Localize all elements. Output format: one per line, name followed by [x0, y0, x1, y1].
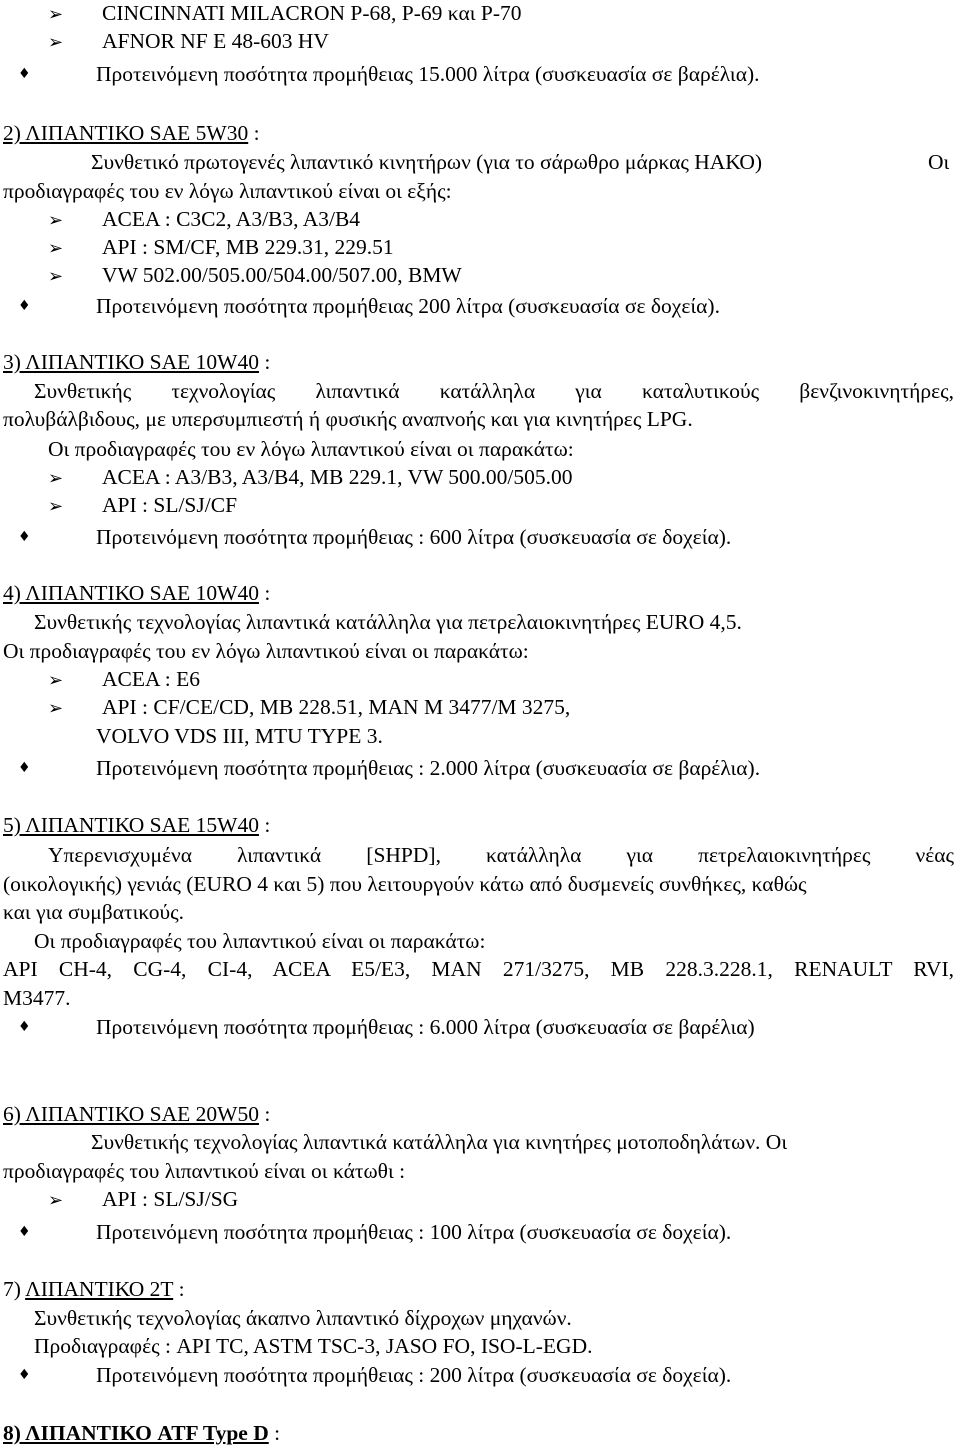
description-line: Συνθετικό πρωτογενές λιπαντικό κινητήρων (για το σάρωθρο μάρκας ΗΑΚΟ): [91, 150, 763, 174]
section-heading: 7) ΛΙΠΑΝΤΙΚΟ 2T :: [3, 1277, 185, 1301]
arrow-bullet-icon: ➢: [48, 210, 64, 231]
quantity-line: Προτεινόμενη ποσότητα προμήθειας 200 λίτρα (συσκευασία σε δοχεία).: [96, 294, 720, 318]
quantity-line: Προτεινόμενη ποσότητα προμήθειας : 100 λίτρα (συσκευασία σε δοχεία).: [96, 1220, 732, 1244]
bullet-item: ➢ VW 502.00/505.00/504.00/507.00, BMW: [48, 262, 462, 290]
description-line: πολυβάλβιδους, με υπερσυμπιεστή ή φυσικής αναπνοής και για κινητήρες LPG.: [3, 407, 693, 431]
description-line: Συνθετικής τεχνολογίας άκαπνο λιπαντικό δίχρoχων μηχανών.: [34, 1306, 572, 1330]
section-heading: 4) ΛΙΠΑΝΤΙΚΟ SAE 10W40 :: [3, 581, 271, 605]
description-line: Συνθετικής τεχνολογίας λιπαντικά κατάλληλα για πετρελαιοκινητήρες EURO 4,5.: [34, 610, 742, 634]
bullet-item: ➢ API : SL/SJ/CF: [48, 492, 237, 520]
quantity-line: Προτεινόμενη ποσότητα προμήθειας : 6.000 λίτρα (συσκευασία σε βαρέλια): [96, 1015, 755, 1039]
diamond-bullet-icon: ♦: [18, 529, 31, 545]
description-line: Συνθετικής τεχνολογίας λιπαντικά κατάλληλα για καταλυτικούς βενζινοκινητήρες,: [34, 379, 954, 403]
section-heading: 2) ΛΙΠΑΝΤΙΚΟ SAE 5W30 :: [3, 121, 260, 145]
arrow-bullet-icon: ➢: [48, 4, 64, 25]
quantity-line: Προτεινόμενη ποσότητα προμήθειας 15.000 λίτρα (συσκευασία σε βαρέλια).: [96, 62, 760, 86]
description-line: Οι προδιαγραφές του εν λόγω λιπαντικού είναι οι παρακάτω:: [48, 437, 574, 461]
diamond-bullet-icon: ♦: [18, 760, 31, 776]
arrow-bullet-icon: ➢: [48, 238, 64, 259]
section-heading: 6) ΛΙΠΑΝΤΙΚΟ SAE 20W50 :: [3, 1102, 271, 1126]
arrow-bullet-icon: ➢: [48, 698, 64, 719]
bullet-item-continuation: VOLVO VDS III, MTU TYPE 3.: [96, 724, 383, 748]
quantity-line: Προτεινόμενη ποσότητα προμήθειας : 2.000 λίτρα (συσκευασία σε βαρέλια).: [96, 756, 761, 780]
arrow-bullet-icon: ➢: [48, 32, 64, 53]
bullet-item: ➢ API : SM/CF, MB 229.31, 229.51: [48, 234, 394, 262]
section-heading: 5) ΛΙΠΑΝΤΙΚΟ SAE 15W40 :: [3, 813, 271, 837]
arrow-bullet-icon: ➢: [48, 266, 64, 287]
arrow-bullet-icon: ➢: [48, 496, 64, 517]
bullet-item: ➢ AFNOR NF E 48-603 HV: [48, 28, 329, 56]
quantity-line: Προτεινόμενη ποσότητα προμήθειας : 600 λίτρα (συσκευασία σε δοχεία).: [96, 525, 732, 549]
description-line: Οι προδιαγραφές του εν λόγω λιπαντικού είναι οι παρακάτω:: [3, 639, 529, 663]
diamond-bullet-icon: ♦: [18, 1367, 31, 1383]
description-line: προδιαγραφές του εν λόγω λιπαντικού είναι οι εξής:: [3, 179, 452, 203]
description-line-end: Οι: [928, 150, 950, 174]
description-line: και για συμβατικούς.: [3, 900, 185, 924]
bullet-item: ➢ CINCINNATI MILACRON P-68, P-69 και P-70: [48, 0, 521, 28]
diamond-bullet-icon: ♦: [18, 66, 31, 82]
quantity-line: Προτεινόμενη ποσότητα προμήθειας : 200 λίτρα (συσκευασία σε δοχεία).: [96, 1363, 732, 1387]
description-line: Προδιαγραφές : API TC, ASTM TSC-3, JASO FO, ISO-L-EGD.: [34, 1334, 593, 1358]
diamond-bullet-icon: ♦: [18, 1019, 31, 1035]
arrow-bullet-icon: ➢: [48, 1190, 64, 1211]
bullet-item: ➢ ACEA : E6: [48, 666, 200, 694]
description-line: Συνθετικής τεχνολογίας λιπαντικά κατάλληλα για κινητήρες μοτοποδηλάτων. Οι: [91, 1130, 788, 1154]
arrow-bullet-icon: ➢: [48, 468, 64, 489]
bullet-item: ➢ ACEA : C3C2, A3/B3, A3/B4: [48, 206, 360, 234]
bullet-item: ➢ API : CF/CE/CD, MB 228.51, MAN M 3477/M 3275,: [48, 694, 570, 722]
section-heading: 8) ΛΙΠΑΝΤΙΚΟ ATF Type D :: [3, 1421, 281, 1445]
description-line: M3477.: [3, 986, 71, 1010]
arrow-bullet-icon: ➢: [48, 670, 64, 691]
description-line: (οικολογικής) γενιάς (EURO 4 και 5) που λειτουργούν κάτω από δυσμενείς συνθήκες, καθώς: [3, 872, 807, 896]
bullet-item: ➢ API : SL/SJ/SG: [48, 1186, 238, 1214]
diamond-bullet-icon: ♦: [18, 298, 31, 314]
description-line: προδιαγραφές του λιπαντικού είναι οι κάτωθι :: [3, 1159, 406, 1183]
description-line: API CH-4, CG-4, CI-4, ACEA E5/E3, MAN 271/3275, MB 228.3.228.1, RENAULT RVI,: [3, 957, 954, 981]
diamond-bullet-icon: ♦: [18, 1224, 31, 1240]
description-line: Υπερενισχυμένα λιπαντικά [SHPD], κατάλληλα για πετρελαιοκινητήρες νέας: [48, 843, 954, 867]
description-line: Οι προδιαγραφές του λιπαντικού είναι οι παρακάτω:: [34, 929, 486, 953]
section-heading: 3) ΛΙΠΑΝΤΙΚΟ SAE 10W40 :: [3, 350, 271, 374]
bullet-item: ➢ ACEA : A3/B3, A3/B4, MB 229.1, VW 500.00/505.00: [48, 464, 572, 492]
